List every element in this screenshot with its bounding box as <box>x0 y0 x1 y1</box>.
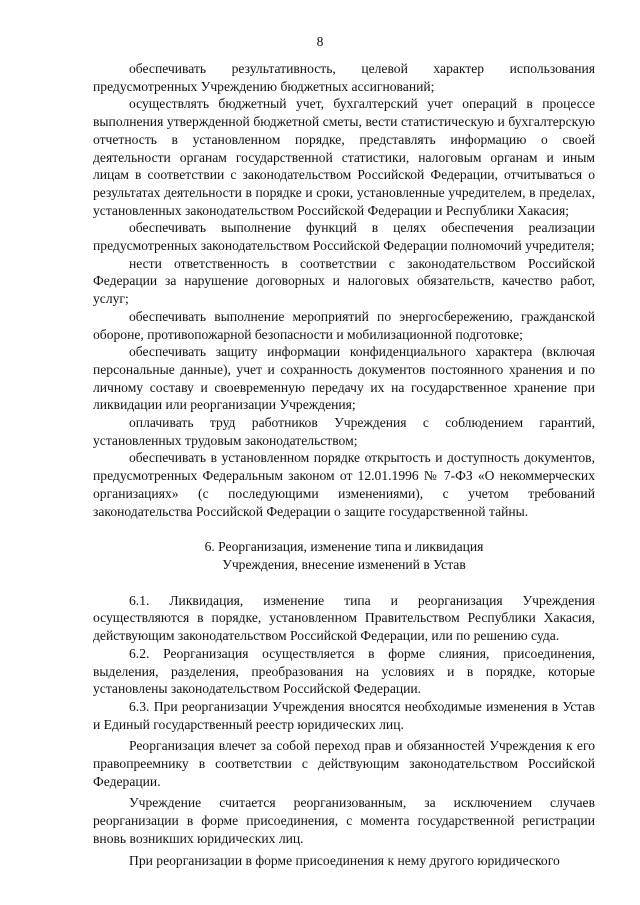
paragraph-rights-transfer: Реорганизация влечет за собой переход прав и обязанностей Учреждения к его правопреемнику в соответствии с действующим законодательством Российской Федерации. <box>93 738 595 789</box>
paragraph-labor-payment: оплачивать труд работников Учреждения с соблюдением гарантий, установленных трудовым законодательством; <box>93 415 595 448</box>
paragraph-openness: обеспечивать в установленном порядке открытость и доступность документов, предусмотренных Федеральным законом от 12.01.1996 № 7-ФЗ «О некоммерческих организациях» (с последующими изменениями), с учетом требований законодательства Российской Федерации о защите государственной тайны. <box>93 450 595 519</box>
document-body <box>93 60 595 869</box>
paragraph-energy-saving: обеспечивать выполнение мероприятий по энергосбережению, гражданской обороне, противопожарной безопасности и мобилизационной подготовке; <box>93 308 595 342</box>
paragraph-accession: При реорганизации в форме присоединения к нему другого юридического <box>129 852 560 868</box>
paragraph-6-3: 6.3. При реорганизации Учреждения вносятся необходимые изменения в Устав и Единый государственный реестр юридических лиц. <box>93 698 595 732</box>
paragraph-budget-assignments: обеспечивать результативность, целевой характер использования предусмотренных Учреждению бюджетных ассигнований; <box>93 61 595 94</box>
section-heading <box>93 538 595 573</box>
paragraph-responsibility: нести ответственность в соответствии с законодательством Российской Федерации за нарушение договорных и налоговых обязательств, качество работ, услуг; <box>93 255 595 307</box>
paragraph-accounting: осуществлять бюджетный учет, бухгалтерский учет операций в процессе выполнения утвержденной бюджетной сметы, вести статистическую и бухгалтерскую отчетность в установленном порядке, представлять информацию о своей деятельности органам государственной статистики, налоговым органам и иным лицам в соответствии с законодательством Российской Федерации, отчитываться о результатах деятельности в порядке и сроки, установленные учредителем, в пределах, установленных законодательством Российской Федерации и Республики Хакасия; <box>93 96 595 218</box>
paragraph-founder-functions: обеспечивать выполнение функций в целях обеспечения реализации предусмотренных законодательством Российской Федерации полномочий учредителя; <box>93 220 595 254</box>
paragraph-6-2: 6.2. Реорганизация осуществляется в форме слияния, присоединения, выделения, разделения, преобразования на условиях и в порядке, которые установлены законодательством Российской Федерации. <box>93 645 595 697</box>
paragraph-reorganized-moment: Учреждение считается реорганизованным, за исключением случаев реорганизации в форме присоединения, с момента государственной регистрации вновь возникших юридических лиц. <box>93 795 595 846</box>
section-heading-line-2: Учреждения, внесение изменений в Устав <box>222 556 466 572</box>
paragraph-6-1: 6.1. Ликвидация, изменение типа и реорганизация Учреждения осуществляются в порядке, установленном Правительством Республики Хакасия, действующим законодательством Российской Федерации, или по решению суда. <box>93 592 595 644</box>
section-heading-line-1: 6. Реорганизация, изменение типа и ликвидация <box>204 539 484 555</box>
page-number: 8 <box>316 34 324 49</box>
paragraph-information-protection: обеспечивать защиту информации конфиденциального характера (включая персональные данные), учет и сохранность документов постоянного хранения и по личному составу и своевременную передачу их на государственное хранение при ликвидации или реорганизации Учреждения; <box>93 344 595 413</box>
